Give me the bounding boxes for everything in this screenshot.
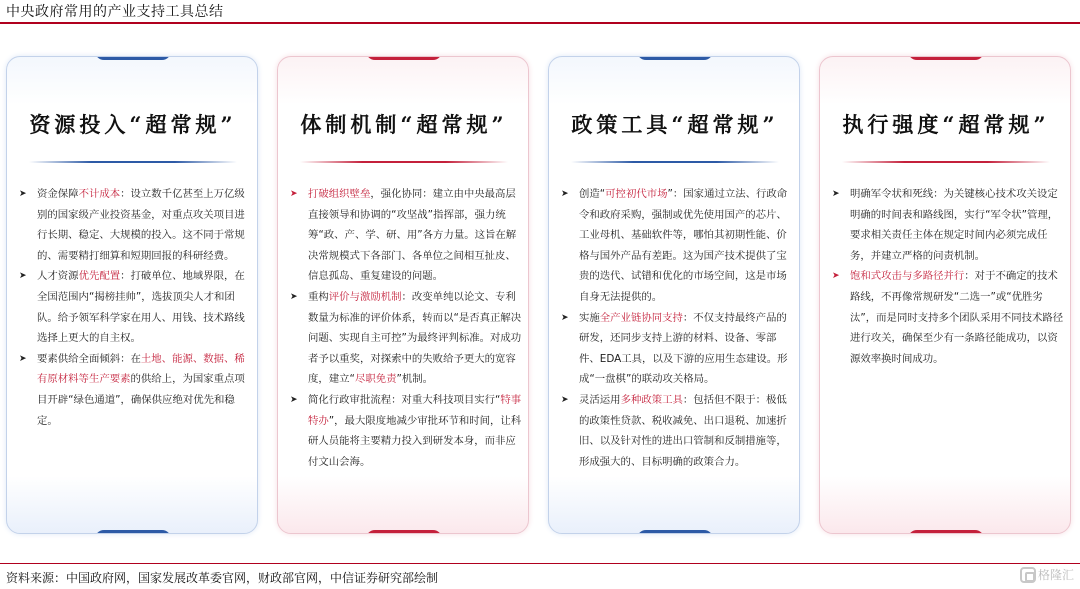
list-item [19,184,251,266]
item-text: ：改变单纯以论文、专利数量为标准的评价体系，转而以“是否真正解决问题、实现自主可控”为最终评判标准。对成功者予以重奖，对探索中的失败给予更大的宽容度，建立“ [308,290,522,386]
item-text: ：对于不确定的技术路线，不再像常规研发“二选一”或“优胜劣汰”，而是同时支持多个团队采用不同技术路径进行攻关，确保至少有一条路径能成功，以资源效率换时间成功。 [850,270,1064,365]
highlight-text: 打破组织壁垒 [308,188,371,200]
list-item [561,184,793,308]
card-title-underline [300,161,508,163]
page-title: 中央政府常用的产业支持工具总结 [6,4,224,20]
arrow-bullet-icon: ➤ [19,189,27,199]
item-text: ：包括但不限于：极低的政策性贷款、税收减免、出口退税、加速折旧、以及针对性的进出口管制和反制措施等，形成强大的、目标明确的政策合力。 [579,393,787,468]
card-items [290,184,522,472]
source-note: 资料来源：中国政府网，国家发展改革委官网，财政部官网，中信证券研究部绘制 [6,571,439,585]
item-text: ”机制。 [396,373,434,386]
arrow-bullet-icon: ➤ [561,189,569,199]
card-2 [277,56,529,534]
list-item [19,266,251,348]
item-text: 要素供给全面倾斜：在 [37,352,141,365]
cards-container [6,56,1074,536]
card-bottom-tab [95,530,171,534]
card-title: 政策工具“超常规” [571,112,779,137]
source-divider [0,563,1080,564]
card-top-tab [366,56,442,60]
card-items [832,184,1064,369]
card-title: 执行强度“超常规” [842,112,1050,137]
item-text: ：不仅支持最终产品的研发，还同步支持上游的材料、设备、零部件、EDA工具，以及下游的应用生态建设。形成“一盘棋”的联动攻关格局。 [579,311,788,386]
item-text: 创造“ [579,188,606,200]
list-item [832,184,1064,266]
card-title: 体制机制“超常规” [300,112,508,137]
card-top-tab [637,56,713,60]
card-4 [819,56,1071,534]
highlight-text: 优先配置 [78,270,121,283]
card-title: 资源投入“超常规” [29,112,237,137]
highlight-text: 评价与激励机制 [328,290,402,303]
item-text: 实施 [579,311,600,324]
item-text: 资金保障 [37,188,79,200]
watermark-logo [1020,566,1074,583]
highlight-text: 全产业链协同支持 [599,311,683,324]
card-title-underline [29,161,237,163]
card-bottom-tab [637,530,713,534]
list-item [290,390,522,472]
highlight-text: 不计成本 [78,188,121,200]
item-text: ：设立数千亿甚至上万亿级别的国家级产业投资基金，对重点攻关项目进行长期、稳定、大规模的投入。这不同于常规的、需要精打细算和短期回报的科研经费。 [37,188,245,262]
list-item [561,308,793,390]
highlight-text: 特事特办 [308,393,522,427]
arrow-bullet-icon: ➤ [290,394,298,405]
item-text: 的供给上，为国家重点项目开辟“绿色通道”，确保供应绝对优先和稳定。 [37,373,245,427]
item-text: ：打破单位、地域界限，在全国范围内“揭榜挂帅”，选拔顶尖人才和团队。给予领军科学家在用人、用钱、技术路线选择上更大的自主权。 [37,270,245,345]
highlight-text: 多种政策工具 [620,393,683,406]
arrow-bullet-icon: ➤ [561,312,569,323]
title-divider [0,22,1080,24]
card-1 [6,56,258,534]
arrow-bullet-icon: ➤ [19,353,27,364]
card-bottom-tab [366,530,442,534]
card-top-tab [908,56,984,60]
arrow-bullet-icon: ➤ [290,189,298,199]
card-items [561,184,793,472]
highlight-text: 尽职免责 [354,373,397,386]
item-text: 人才资源 [37,270,79,283]
card-3 [548,56,800,534]
list-item [832,266,1064,369]
arrow-bullet-icon: ➤ [832,189,840,199]
highlight-text: 土地、能源、数据、稀有原材料等生产要素 [37,352,245,386]
list-item [290,287,522,390]
arrow-bullet-icon: ➤ [19,271,27,282]
arrow-bullet-icon: ➤ [561,394,569,405]
item-text: 明确军令状和死线：为关键核心技术攻关设定明确的时间表和路线图，实行“军令状”管理，要求相关责任主体在规定时间内必须完成任务，并建立严格的问责机制。 [850,188,1059,262]
card-title-underline [571,161,779,163]
item-text: 重构 [308,290,329,303]
arrow-bullet-icon: ➤ [832,271,840,282]
item-text: 灵活运用 [579,393,621,406]
list-item [561,390,793,472]
arrow-bullet-icon: ➤ [290,291,298,302]
card-bottom-tab [908,530,984,534]
item-text: 简化行政审批流程：对重大科技项目实行“ [308,393,501,406]
card-top-tab [95,56,171,60]
card-items [19,184,251,431]
watermark-text: 格隆汇 [1037,568,1074,582]
list-item [19,349,251,431]
highlight-text: 可控初代市场 [605,188,668,200]
item-text: ”：国家通过立法、行政命令和政府采购，强制或优先使用国产的芯片、工业母机、基础软件等，哪怕其初期性能、价格与国外产品有差距。这为国产技术提供了宝贵的迭代、试错和优化的市场空间，这是市场自身无法提供的。 [579,188,788,303]
card-title-underline [842,161,1050,163]
item-text: ，强化协同：建立由中央最高层直接领导和协调的“攻坚战”指挥部，强力统筹“政、产、学、研、用”各方力量。这旨在解决常规模式下各部门、各单位之间相互扯皮、信息孤岛、重复建设的问题。 [308,188,517,283]
item-text: ”，最大限度地减少审批环节和时间，让科研人员能将主要精力投入到研发本身，而非应付文山会海。 [308,414,522,468]
watermark-icon [1020,567,1036,583]
list-item [290,184,522,287]
highlight-text: 饱和式攻击与多路径并行 [850,270,965,283]
